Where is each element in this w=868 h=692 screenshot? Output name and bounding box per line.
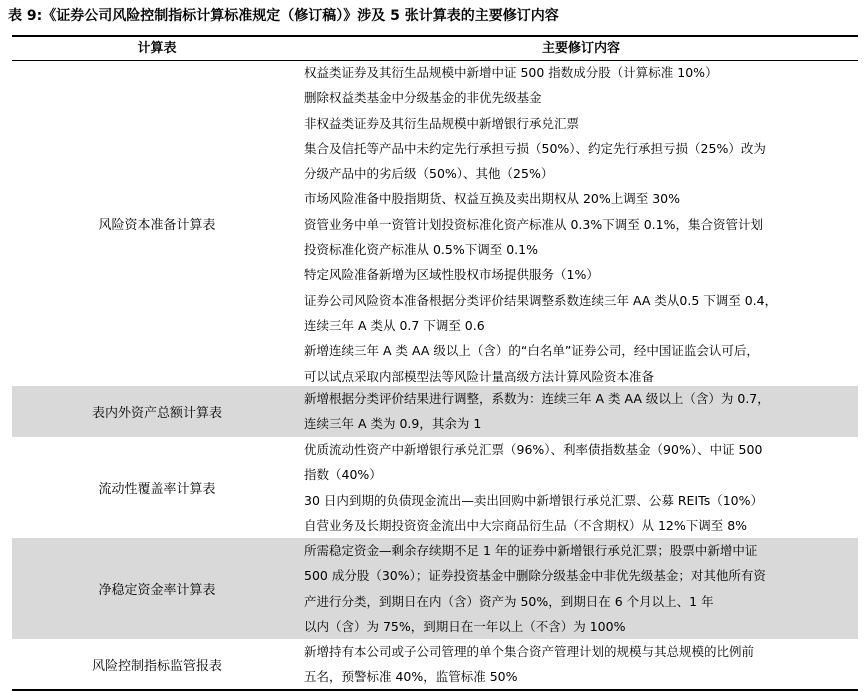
row-label: 风险控制指标监管报表 [91, 658, 222, 674]
content-line: 30 日内到期的负债现金流出—卖出回购中新增银行承兑汇票、公募 REITs（10%） [304, 492, 763, 508]
table-row-liquidity-coverage [12, 437, 858, 538]
row-content [304, 437, 852, 538]
content-line: 连续三年 A 类从 0.7 下调至 0.6 [304, 317, 485, 333]
content-line: 分级产品中的劣后级（50%）、其他（25%） [304, 166, 554, 182]
content-line: 指数（40%） [304, 467, 382, 483]
content-line: 特定风险准备新增为区域性股权市场提供服务（1%） [304, 267, 599, 283]
row-content [304, 60, 852, 389]
content-line: 新增持有本公司或子公司管理的单个集合资产管理计划的规模与其总规模的比例前 [304, 644, 755, 659]
content-line: 连续三年 A 类为 0.9，其余为 1 [304, 416, 482, 432]
content-line: 删除权益类基金中分级基金的非优先级基金 [304, 90, 542, 106]
table-row-regulatory-report [12, 639, 858, 689]
content-line: 可以试点采取内部模型法等风险计量高级方法计算风险资本准备 [304, 368, 655, 384]
content-line: 非权益类证券及其衍生品规模中新增银行承兑汇票 [304, 115, 580, 131]
content-line: 资管业务中单一资管计划投资标准化资产标准从 0.3%下调至 0.1%，集合资管计划 [304, 216, 763, 232]
table-row-net-stable-funding [12, 538, 858, 639]
row-label: 表内外资产总额计算表 [91, 406, 222, 421]
row-content [304, 538, 852, 639]
content-line: 投资标准化资产标准从 0.5%下调至 0.1% [304, 242, 538, 258]
header-calc-table: 计算表 [137, 41, 177, 56]
row-content [304, 386, 852, 437]
content-line: 新增根据分类评价结果进行调整，系数为：连续三年 A 类 AA 级以上（含）为 0.7， [304, 391, 770, 406]
content-line: 新增连续三年 A 类 AA 级以上（含）的“白名单”证券公司，经中国证监会认可后， [304, 343, 759, 359]
table-bottom-rule [12, 689, 858, 691]
header-main-revisions: 主要修订内容 [541, 41, 620, 56]
row-label: 流动性覆盖率计算表 [98, 482, 216, 497]
table-row-total-assets [12, 386, 858, 437]
content-line: 五名，预警标准 40%，监管标准 50% [304, 669, 518, 685]
content-line: 证券公司风险资本准备根据分类评价结果调整系数连续三年 AA 类从0.5 下调至 0.4， [304, 292, 778, 308]
content-line: 权益类证券及其衍生品规模中新增中证 500 指数成分股（计算标准 10%） [304, 65, 718, 80]
content-line: 优质流动性资产中新增银行承兑汇票（96%）、利率债指数基金（90%）、中证 500 [304, 442, 763, 457]
table-row-risk-capital [12, 61, 858, 386]
row-label: 风险资本准备计算表 [98, 218, 216, 233]
content-line: 以内（含）为 75%，到期日在一年以上（不含）为 100% [304, 618, 626, 634]
table-title: 表 9:《证券公司风险控制指标计算标准规定（修订稿）》涉及 5 张计算表的主要修订内容 [8, 8, 559, 24]
content-line: 集合及信托等产品中未约定先行承担亏损（50%）、约定先行承担亏损（25%）改为 [304, 140, 766, 156]
content-line: 市场风险准备中股指期货、权益互换及卖出期权从 20%上调至 30% [304, 191, 681, 207]
row-label: 净稳定资金率计算表 [98, 583, 216, 598]
row-content [304, 639, 852, 690]
content-line: 所需稳定资金—剩余存续期不足 1 年的证券中新增银行承兑汇票；股票中新增中证 [304, 543, 758, 558]
content-line: 500 成分股（30%）；证券投资基金中删除分级基金中非优先级基金；对其他所有资 [304, 568, 766, 584]
content-line: 自营业务及长期投资资金流出中大宗商品衍生品（不含期权）从 12%下调至 8% [304, 517, 748, 533]
content-line: 产进行分类，到期日在内（含）资产为 50%，到期日在 6 个月以上、1 年 [304, 593, 714, 609]
